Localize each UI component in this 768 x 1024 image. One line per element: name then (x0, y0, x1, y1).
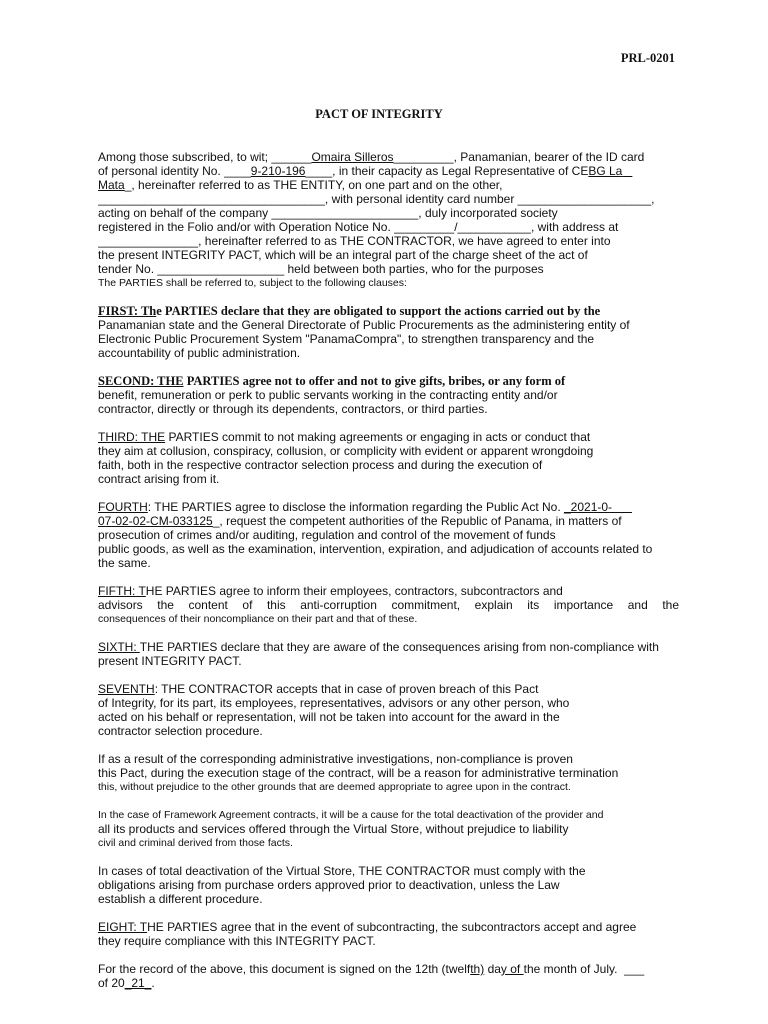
clause-eight: EIGHT: THE PARTIES agree that in the event of subcontracting, the subcontractors accept and agree they require compliance with this INTEGRITY PACT. (98, 920, 637, 948)
closing-paragraph: For the record of the above, this document is signed on the 12th (twelfth) day of the month of July. ___ of 20_21_. (98, 962, 645, 990)
document-code: PRL-0201 (620, 51, 675, 65)
intro-paragraph: Among those subscribed, to wit; ______Omaira Silleros_________, Panamanian, bearer of the ID card of personal identity No. ____9-210-196____, in their capacity as Legal Representative of CEBG La Mata_, hereinafter referred to as THE ENTITY, on one part and on the other, __________________________________, with personal identity card number ____________________, acting on behalf of the company ______________________, duly incorporated society registered in the Folio and/or with Operation Notice No. _________/___________, with address at _______________, hereinafter referred to as THE CONTRACTOR, we have agreed to enter into the present INTEGRITY PACT, which will be an integral part of the charge sheet of the act of tender No. ___________________ held between both parties, who for the purposes The PARTIES shall be referred to, subject to the following clauses: (98, 150, 655, 289)
public-act-code: 07-02-02-CM-033125 (98, 514, 213, 528)
signing-year: _21_ (124, 976, 152, 990)
clause-label: SECOND: THE (98, 374, 184, 388)
clause-third: THIRD: THE PARTIES commit to not making agreements or engaging in acts or conduct that they aim at collusion, conspiracy, collusion, or complicity with evident or apparent wrongdoing faith, both in the respective contractor selection process and during the execution of contract arising from it. (98, 430, 594, 486)
clause-label: THIRD: THE (98, 430, 166, 444)
representative-name: Omaira Silleros (311, 150, 394, 164)
clause-label: FIRST: Th (98, 304, 157, 318)
clause-second: SECOND: THE PARTIES agree not to offer and not to give gifts, bribes, or any form of benefit, remuneration or perk to public servants working in the contracting entity and/or contractor, directly or through its dependents, contractors, or third parties. (98, 374, 566, 416)
clause-label: SEVENTH (98, 682, 155, 696)
document-title: PACT OF INTEGRITY (315, 107, 443, 121)
clause-fourth: FOURTH: THE PARTIES agree to disclose the information regarding the Public Act No. _2021-0- 07-02-02-CM-033125_, request the competent authorities of the Republic of Panama, in matters of prosecution of crimes and/or auditing, regulation and control of the movement of funds public goods, as well as the examination, intervention, expiration, and adjudication of accounts related to the same. (98, 500, 653, 570)
clause-fifth: FIFTH: THE PARTIES agree to inform their employees, contractors, subcontractors and advisors the content of this anti-corruption commitment, explain its importance and the consequences of their noncompliance on their part and that of these. (98, 584, 679, 625)
public-act-number: _2021-0- (564, 500, 633, 514)
administrative-paragraph: If as a result of the corresponding administrative investigations, non-compliance is proven this Pact, during the execution stage of the contract, will be a reason for administrative termination this, without prejudice to the other grounds that are deemed appropriate to agree upon in the contract. (98, 752, 619, 793)
clause-label: FIFTH: T (98, 584, 146, 598)
id-number: 9-210-196 (250, 164, 306, 178)
clause-label: FOURTH (98, 500, 148, 514)
clause-first: FIRST: The PARTIES declare that they are obligated to support the actions carried out by the Panamanian state and the General Directorate of Public Procurements as the administering entity of Electronic Public Procurement System "PanamaCompra", to strengthen transparency and the accountability of public administration. (98, 304, 630, 360)
document-body (98, 150, 679, 990)
clause-sixth: SIXTH: THE PARTIES declare that they are aware of the consequences arising from non-compliance with present INTEGRITY PACT. (98, 640, 659, 668)
deactivation-paragraph: In cases of total deactivation of the Virtual Store, THE CONTRACTOR must comply with the obligations arising from purchase orders approved prior to deactivation, unless the Law establish a different procedure. (98, 864, 586, 906)
clause-label: SIXTH: (98, 640, 140, 654)
clause-label: EIGHT: T (98, 920, 148, 934)
clause-seventh: SEVENTH: THE CONTRACTOR accepts that in case of proven breach of this Pact of Integrity, for its part, its employees, representatives, advisors or any other person, who acted on his behalf or representation, will not be taken into account for the award in the contractor selection procedure. (98, 682, 570, 738)
framework-paragraph: In the case of Framework Agreement contracts, it will be a cause for the total deactivation of the provider and all its products and services offered through the Virtual Store, without prejudice to liability civil and criminal derived from those facts. (98, 809, 604, 849)
